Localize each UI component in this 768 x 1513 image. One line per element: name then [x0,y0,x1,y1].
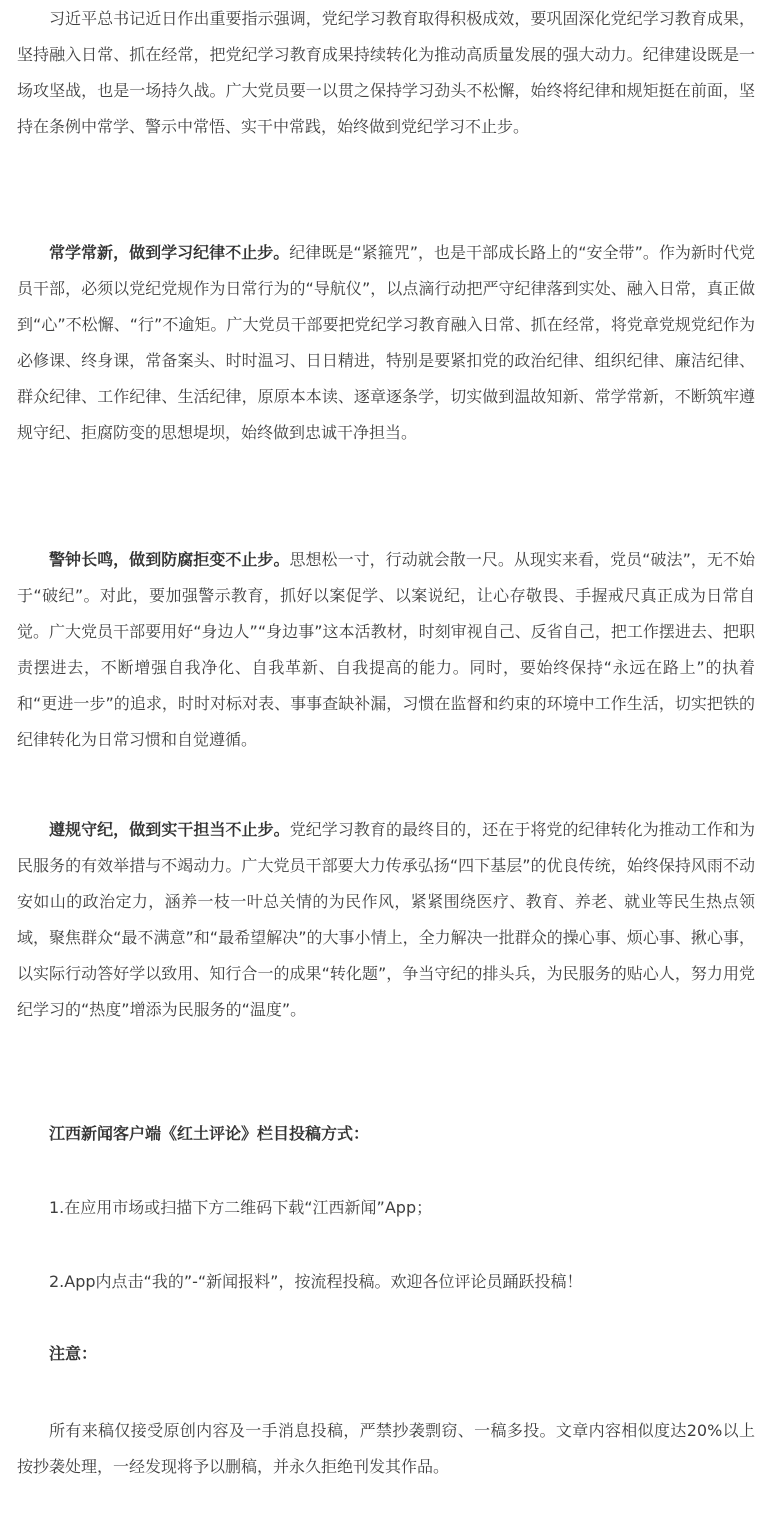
notice-paragraph [17,1413,755,1485]
submission-step-2-text: 2.App内点击“我的”-“新闻报料”，按流程投稿。欢迎各位评论员踊跃投稿！ [49,1272,583,1291]
section-practice-text: 党纪学习教育的最终目的，还在于将党的纪律转化为推动工作和为民服务的有效举措与不竭动力。广大党员干部要大力传承弘扬“四下基层”的优良传统，始终保持风雨不动安如山的政治定力，涵养一枝一叶总关情的为民作风，紧紧围绕医疗、教育、养老、就业等民生热点领域，聚焦群众“最不满意”和“最希望解决”的大事小情上，全力解决一批群众的操心事、烦心事、揪心事，以实际行动答好学以致用、知行合一的成果“转化题”，争当守纪的排头兵，为民服务的贴心人，努力用党纪学习的“热度”增添为民服务的“温度”。 [17,820,755,1019]
submission-step-2 [17,1264,582,1300]
notice-text: 所有来稿仅接受原创内容及一手消息投稿，严禁抄袭剽窃、一稿多投。文章内容相似度达20%以上按抄袭处理，一经发现将予以删稿，并永久拒绝刊发其作品。 [17,1421,755,1476]
submission-step-1-text: 1.在应用市场或扫描下方二维码下载“江西新闻”App； [49,1198,433,1217]
submission-heading-text: 江西新闻客户端《红土评论》栏目投稿方式： [49,1124,370,1143]
section-practice-lead: 遵规守纪，做到实干担当不止步。 [49,820,290,839]
intro-paragraph [17,1,755,145]
section-study-lead: 常学常新，做到学习纪律不止步。 [49,243,290,262]
notice-label [17,1336,97,1372]
submission-heading [17,1116,369,1152]
section-study-text: 纪律既是“紧箍咒”，也是干部成长路上的“安全带”。作为新时代党员干部，必须以党纪党规作为日常行为的“导航仪”，以点滴行动把严守纪律落到实处、融入日常，真正做到“心”不松懈、“行”不逾矩。广大党员干部要把党纪学习教育融入日常、抓在经常，将党章党规党纪作为必修课、终身课，常备案头、时时温习、日日精进，特别是要紧扣党的政治纪律、组织纪律、廉洁纪律、群众纪律、工作纪律、生活纪律，原原本本读、逐章逐条学，切实做到温故知新、常学常新，不断筑牢遵规守纪、拒腐防变的思想堤坝，始终做到忠诚干净担当。 [17,243,755,442]
section-study-paragraph [17,235,755,451]
section-practice-paragraph [17,812,755,1028]
notice-label-text: 注意： [49,1344,98,1363]
section-warning-text: 思想松一寸，行动就会散一尺。从现实来看，党员“破法”，无不始于“破纪”。对此，要加强警示教育，抓好以案促学、以案说纪，让心存敬畏、手握戒尺真正成为日常自觉。广大党员干部要用好“身边人”“身边事”这本活教材，时刻审视自己、反省自己，把工作摆进去、把职责摆进去，不断增强自我净化、自我革新、自我提高的能力。同时，要始终保持“永远在路上”的执着和“更进一步”的追求，时时对标对表、事事查缺补漏，习惯在监督和约束的环境中工作生活，切实把铁的纪律转化为日常习惯和自觉遵循。 [17,550,755,749]
submission-step-1 [17,1190,432,1226]
section-warning-lead: 警钟长鸣，做到防腐拒变不止步。 [49,550,290,569]
intro-text: 习近平总书记近日作出重要指示强调，党纪学习教育取得积极成效，要巩固深化党纪学习教育成果，坚持融入日常、抓在经常，把党纪学习教育成果持续转化为推动高质量发展的强大动力。纪律建设既是一场攻坚战，也是一场持久战。广大党员要一以贯之保持学习劲头不松懈，始终将纪律和规矩挺在前面，坚持在条例中常学、警示中常悟、实干中常践，始终做到党纪学习不止步。 [17,9,755,136]
section-warning-paragraph [17,542,755,758]
